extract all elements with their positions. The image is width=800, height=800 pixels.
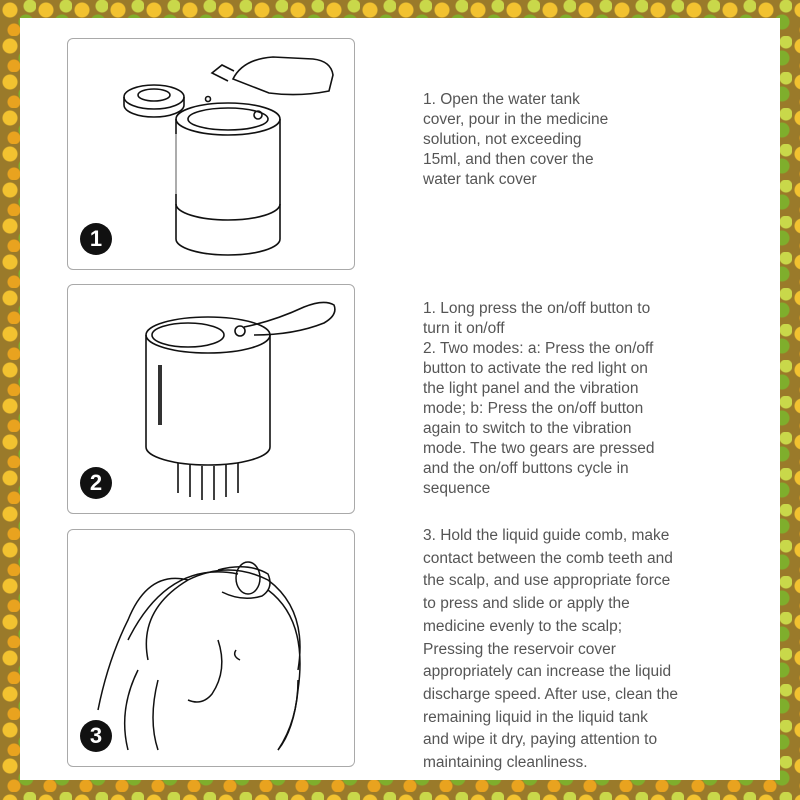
step-3-text	[423, 525, 723, 775]
step-3-line: discharge speed. After use, clean the	[423, 685, 679, 703]
step-1-illustration	[67, 38, 355, 270]
step-3-line: the scalp, and use appropriate force	[423, 572, 671, 590]
step-1-badge: 1	[80, 223, 112, 255]
step-3-line: Pressing the reservoir cover	[423, 640, 616, 658]
step-1-line: 1. Open the water tank	[423, 91, 580, 108]
step-2-line: mode. The two gears are pressed	[423, 440, 655, 457]
step-1-line: 15ml, and then cover the	[423, 151, 594, 168]
step-3-illustration	[67, 529, 355, 767]
step-1-line: water tank cover	[423, 171, 537, 188]
step-1-line: cover, pour in the medicine	[423, 111, 609, 128]
step-2-line: turn it on/off	[423, 320, 505, 337]
step-2-line: the light panel and the vibration	[423, 380, 639, 397]
step-3-line: and wipe it dry, paying attention to	[423, 731, 658, 749]
step-3-line: medicine evenly to the scalp;	[423, 617, 623, 635]
step-3-line: appropriately can increase the liquid	[423, 663, 672, 681]
instruction-sheet	[20, 18, 780, 780]
step-3-line: to press and slide or apply the	[423, 595, 630, 613]
step-2-illustration	[67, 284, 355, 514]
step-3-line: remaining liquid in the liquid tank	[423, 708, 648, 726]
step-3-line: 3. Hold the liquid guide comb, make	[423, 527, 670, 544]
step-3-line: maintaining cleanliness.	[423, 754, 588, 772]
step-2-line: again to switch to the vibration	[423, 420, 632, 437]
step-2-line: 1. Long press the on/off button to	[423, 300, 651, 317]
step-2-line: button to activate the red light on	[423, 360, 648, 377]
step-2-line: sequence	[423, 480, 491, 497]
step-1-text	[423, 90, 653, 190]
step-2-line: mode; b: Press the on/off button	[423, 400, 644, 417]
step-2-line: and the on/off buttons cycle in	[423, 460, 629, 477]
step-3-line: contact between the comb teeth and	[423, 549, 673, 567]
step-2-line: 2. Two modes: a: Press the on/off	[423, 340, 654, 357]
step-3-badge: 3	[80, 720, 112, 752]
step-1-line: solution, not exceeding	[423, 131, 582, 148]
step-2-text	[423, 299, 723, 499]
step-2-badge: 2	[80, 467, 112, 499]
